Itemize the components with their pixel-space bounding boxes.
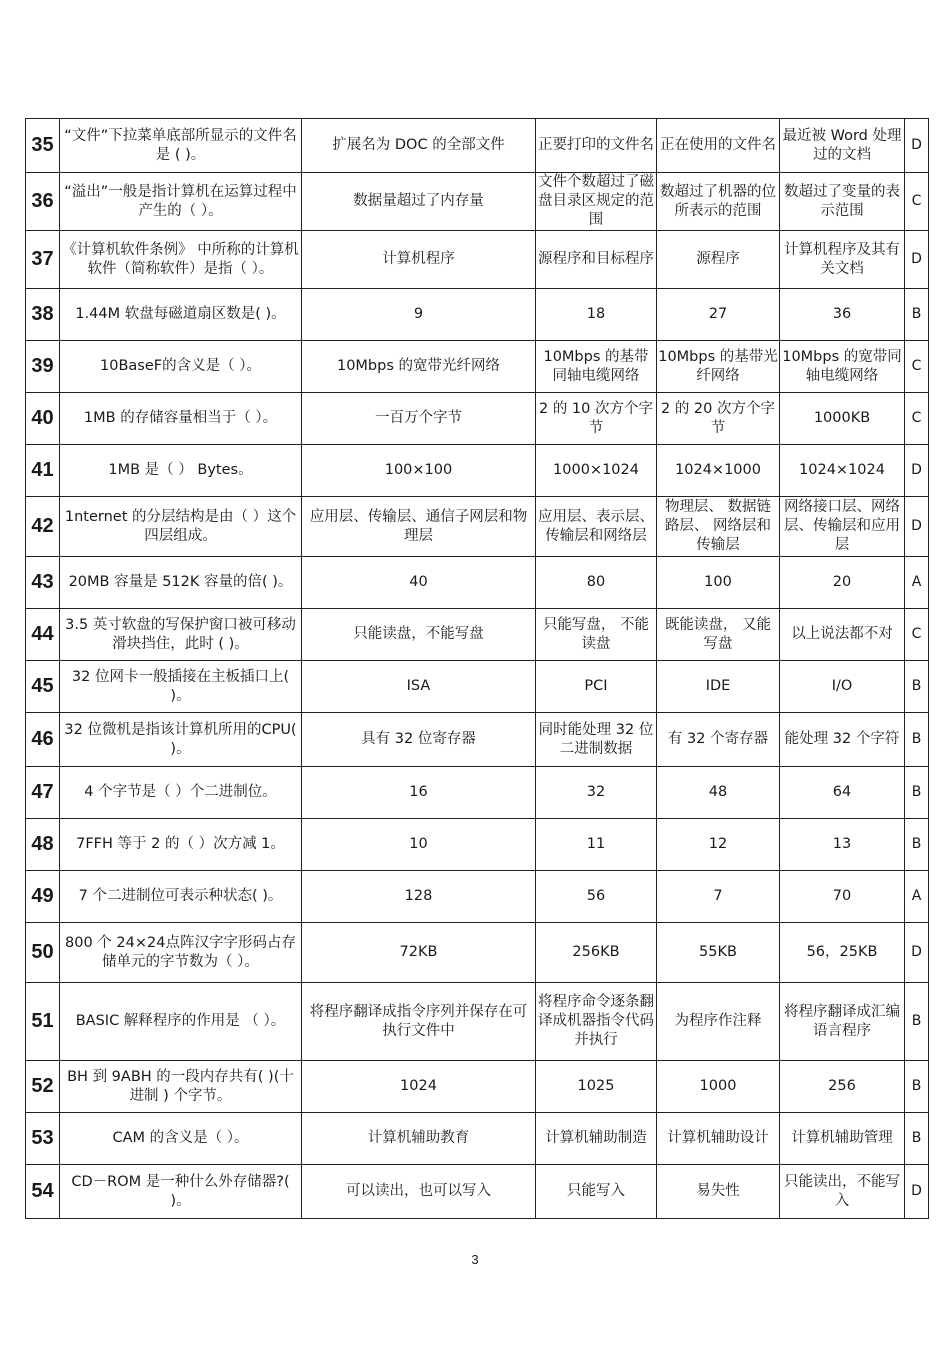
option-c: 7 [657, 871, 780, 923]
option-d: 最近被 Word 处理过的文档 [780, 119, 905, 173]
table-row [26, 289, 929, 341]
question-text: 1MB 是（ ） Bytes。 [60, 445, 302, 497]
question-number: 37 [26, 231, 60, 289]
option-c: 2 的 20 次方个字节 [657, 393, 780, 445]
question-number: 44 [26, 609, 60, 661]
option-d: 1024×1024 [780, 445, 905, 497]
option-d: 计算机辅助管理 [780, 1113, 905, 1165]
option-c: 48 [657, 767, 780, 819]
option-a: 扩展名为 DOC 的全部文件 [302, 119, 536, 173]
option-d: 以上说法都不对 [780, 609, 905, 661]
option-a: 40 [302, 557, 536, 609]
answer-key: B [905, 819, 929, 871]
option-c: 27 [657, 289, 780, 341]
option-c: 1024×1000 [657, 445, 780, 497]
answer-key: D [905, 119, 929, 173]
question-text: 4 个字节是（ ）个二进制位。 [60, 767, 302, 819]
option-d: 70 [780, 871, 905, 923]
answer-key: D [905, 923, 929, 983]
table-row [26, 497, 929, 557]
question-text: 800 个 24×24点阵汉字字形码占存储单元的字节数为（ ）。 [60, 923, 302, 983]
table-row [26, 1113, 929, 1165]
option-a: 计算机辅助教育 [302, 1113, 536, 1165]
table-row [26, 1165, 929, 1219]
question-text: 1nternet 的分层结构是由（ ）这个四层组成。 [60, 497, 302, 557]
table-row [26, 231, 929, 289]
answer-key: D [905, 1165, 929, 1219]
table-row [26, 713, 929, 767]
option-d: 256 [780, 1061, 905, 1113]
question-number: 53 [26, 1113, 60, 1165]
question-number: 39 [26, 341, 60, 393]
option-c: 有 32 个寄存器 [657, 713, 780, 767]
option-c: 10Mbps 的基带光纤网络 [657, 341, 780, 393]
option-d: 1000KB [780, 393, 905, 445]
answer-key: C [905, 341, 929, 393]
option-d: 将程序翻译成汇编语言程序 [780, 983, 905, 1061]
option-a: 只能读盘，不能写盘 [302, 609, 536, 661]
option-d: 56，25KB [780, 923, 905, 983]
option-c: 12 [657, 819, 780, 871]
question-number: 36 [26, 173, 60, 231]
table-row [26, 341, 929, 393]
option-d: 只能读出，不能写入 [780, 1165, 905, 1219]
table-row [26, 445, 929, 497]
table-row [26, 871, 929, 923]
answer-key: C [905, 609, 929, 661]
table-row [26, 609, 929, 661]
question-number: 48 [26, 819, 60, 871]
question-text: 32 位微机是指该计算机所用的CPU( )。 [60, 713, 302, 767]
table-row [26, 819, 929, 871]
option-b: 源程序和目标程序 [536, 231, 657, 289]
option-b: 56 [536, 871, 657, 923]
question-number: 38 [26, 289, 60, 341]
answer-key: B [905, 767, 929, 819]
option-c: 100 [657, 557, 780, 609]
question-text: 3.5 英寸软盘的写保护窗口被可移动滑块挡住，此时 ( )。 [60, 609, 302, 661]
option-a: 应用层、传输层、通信子网层和物理层 [302, 497, 536, 557]
option-b: 文件个数超过了磁盘目录区规定的范围 [536, 173, 657, 231]
question-text: BH 到 9ABH 的一段内存共有( )(十进制 ) 个字节。 [60, 1061, 302, 1113]
question-text: CD－ROM 是一种什么外存储器?( )。 [60, 1165, 302, 1219]
question-text: “溢出”一般是指计算机在运算过程中产生的（ ）。 [60, 173, 302, 231]
option-a: 一百万个字节 [302, 393, 536, 445]
option-a: 128 [302, 871, 536, 923]
option-b: PCI [536, 661, 657, 713]
answer-key: C [905, 393, 929, 445]
answer-key: C [905, 173, 929, 231]
option-a: 100×100 [302, 445, 536, 497]
option-d: 数超过了变量的表示范围 [780, 173, 905, 231]
question-text: BASIC 解释程序的作用是 （ ）。 [60, 983, 302, 1061]
question-text: 1.44M 软盘每磁道扇区数是( )。 [60, 289, 302, 341]
table-row [26, 557, 929, 609]
answer-key: B [905, 983, 929, 1061]
option-b: 计算机辅助制造 [536, 1113, 657, 1165]
option-b: 1000×1024 [536, 445, 657, 497]
question-table [25, 118, 929, 1219]
option-c: 物理层、 数据链路层、 网络层和传输层 [657, 497, 780, 557]
option-d: 20 [780, 557, 905, 609]
option-a: 10 [302, 819, 536, 871]
table-row [26, 661, 929, 713]
table-row [26, 1061, 929, 1113]
question-number: 43 [26, 557, 60, 609]
option-c: 为程序作注释 [657, 983, 780, 1061]
question-text: 32 位网卡一般插接在主板插口上( )。 [60, 661, 302, 713]
question-number: 35 [26, 119, 60, 173]
table-row [26, 983, 929, 1061]
question-text: 7FFH 等于 2 的（ ）次方减 1。 [60, 819, 302, 871]
option-d: 计算机程序及其有关文档 [780, 231, 905, 289]
option-c: 1000 [657, 1061, 780, 1113]
question-number: 49 [26, 871, 60, 923]
option-a: 将程序翻译成指令序列并保存在可执行文件中 [302, 983, 536, 1061]
option-c: IDE [657, 661, 780, 713]
question-number: 46 [26, 713, 60, 767]
option-c: 55KB [657, 923, 780, 983]
question-text: 1MB 的存储容量相当于（ ）。 [60, 393, 302, 445]
option-a: ISA [302, 661, 536, 713]
option-a: 1024 [302, 1061, 536, 1113]
option-b: 同时能处理 32 位二进制数据 [536, 713, 657, 767]
option-d: I/O [780, 661, 905, 713]
option-d: 能处理 32 个字符 [780, 713, 905, 767]
answer-key: A [905, 557, 929, 609]
option-b: 80 [536, 557, 657, 609]
page-number: 3 [471, 1252, 479, 1267]
option-d: 10Mbps 的宽带同轴电缆网络 [780, 341, 905, 393]
question-number: 54 [26, 1165, 60, 1219]
question-number: 50 [26, 923, 60, 983]
answer-key: B [905, 289, 929, 341]
option-d: 64 [780, 767, 905, 819]
option-c: 既能读盘， 又能写盘 [657, 609, 780, 661]
question-number: 41 [26, 445, 60, 497]
answer-key: B [905, 661, 929, 713]
answer-key: A [905, 871, 929, 923]
option-b: 正要打印的文件名 [536, 119, 657, 173]
option-b: 1025 [536, 1061, 657, 1113]
answer-key: B [905, 1113, 929, 1165]
answer-key: D [905, 231, 929, 289]
option-b: 11 [536, 819, 657, 871]
question-text: 7 个二进制位可表示种状态( )。 [60, 871, 302, 923]
table-row [26, 119, 929, 173]
option-a: 可以读出，也可以写入 [302, 1165, 536, 1219]
question-number: 52 [26, 1061, 60, 1113]
option-b: 10Mbps 的基带同轴电缆网络 [536, 341, 657, 393]
answer-key: B [905, 713, 929, 767]
question-number: 42 [26, 497, 60, 557]
table-row [26, 767, 929, 819]
option-a: 计算机程序 [302, 231, 536, 289]
option-b: 2 的 10 次方个字节 [536, 393, 657, 445]
option-c: 源程序 [657, 231, 780, 289]
answer-key: B [905, 1061, 929, 1113]
option-b: 18 [536, 289, 657, 341]
option-b: 只能写盘， 不能读盘 [536, 609, 657, 661]
answer-key: D [905, 497, 929, 557]
option-d: 13 [780, 819, 905, 871]
question-text: “文件”下拉菜单底部所显示的文件名是 ( )。 [60, 119, 302, 173]
table-row [26, 173, 929, 231]
option-a: 10Mbps 的宽带光纤网络 [302, 341, 536, 393]
question-number: 45 [26, 661, 60, 713]
option-b: 只能写入 [536, 1165, 657, 1219]
question-text: 20MB 容量是 512K 容量的倍( )。 [60, 557, 302, 609]
option-b: 将程序命令逐条翻译成机器指令代码并执行 [536, 983, 657, 1061]
option-a: 具有 32 位寄存器 [302, 713, 536, 767]
table-row [26, 923, 929, 983]
question-text: 10BaseF的含义是（ ）。 [60, 341, 302, 393]
option-b: 256KB [536, 923, 657, 983]
table-row [26, 393, 929, 445]
option-a: 9 [302, 289, 536, 341]
option-c: 正在使用的文件名 [657, 119, 780, 173]
answer-key: D [905, 445, 929, 497]
question-number: 51 [26, 983, 60, 1061]
option-b: 32 [536, 767, 657, 819]
option-b: 应用层、表示层、传输层和网络层 [536, 497, 657, 557]
option-d: 网络接口层、网络层、传输层和应用层 [780, 497, 905, 557]
option-a: 16 [302, 767, 536, 819]
option-d: 36 [780, 289, 905, 341]
question-number: 47 [26, 767, 60, 819]
question-text: CAM 的含义是（ ）。 [60, 1113, 302, 1165]
option-c: 数超过了机器的位所表示的范围 [657, 173, 780, 231]
question-text: 《计算机软件条例》 中所称的计算机软件（简称软件）是指（ ）。 [60, 231, 302, 289]
option-a: 数据量超过了内存量 [302, 173, 536, 231]
option-a: 72KB [302, 923, 536, 983]
question-number: 40 [26, 393, 60, 445]
option-c: 计算机辅助设计 [657, 1113, 780, 1165]
option-c: 易失性 [657, 1165, 780, 1219]
